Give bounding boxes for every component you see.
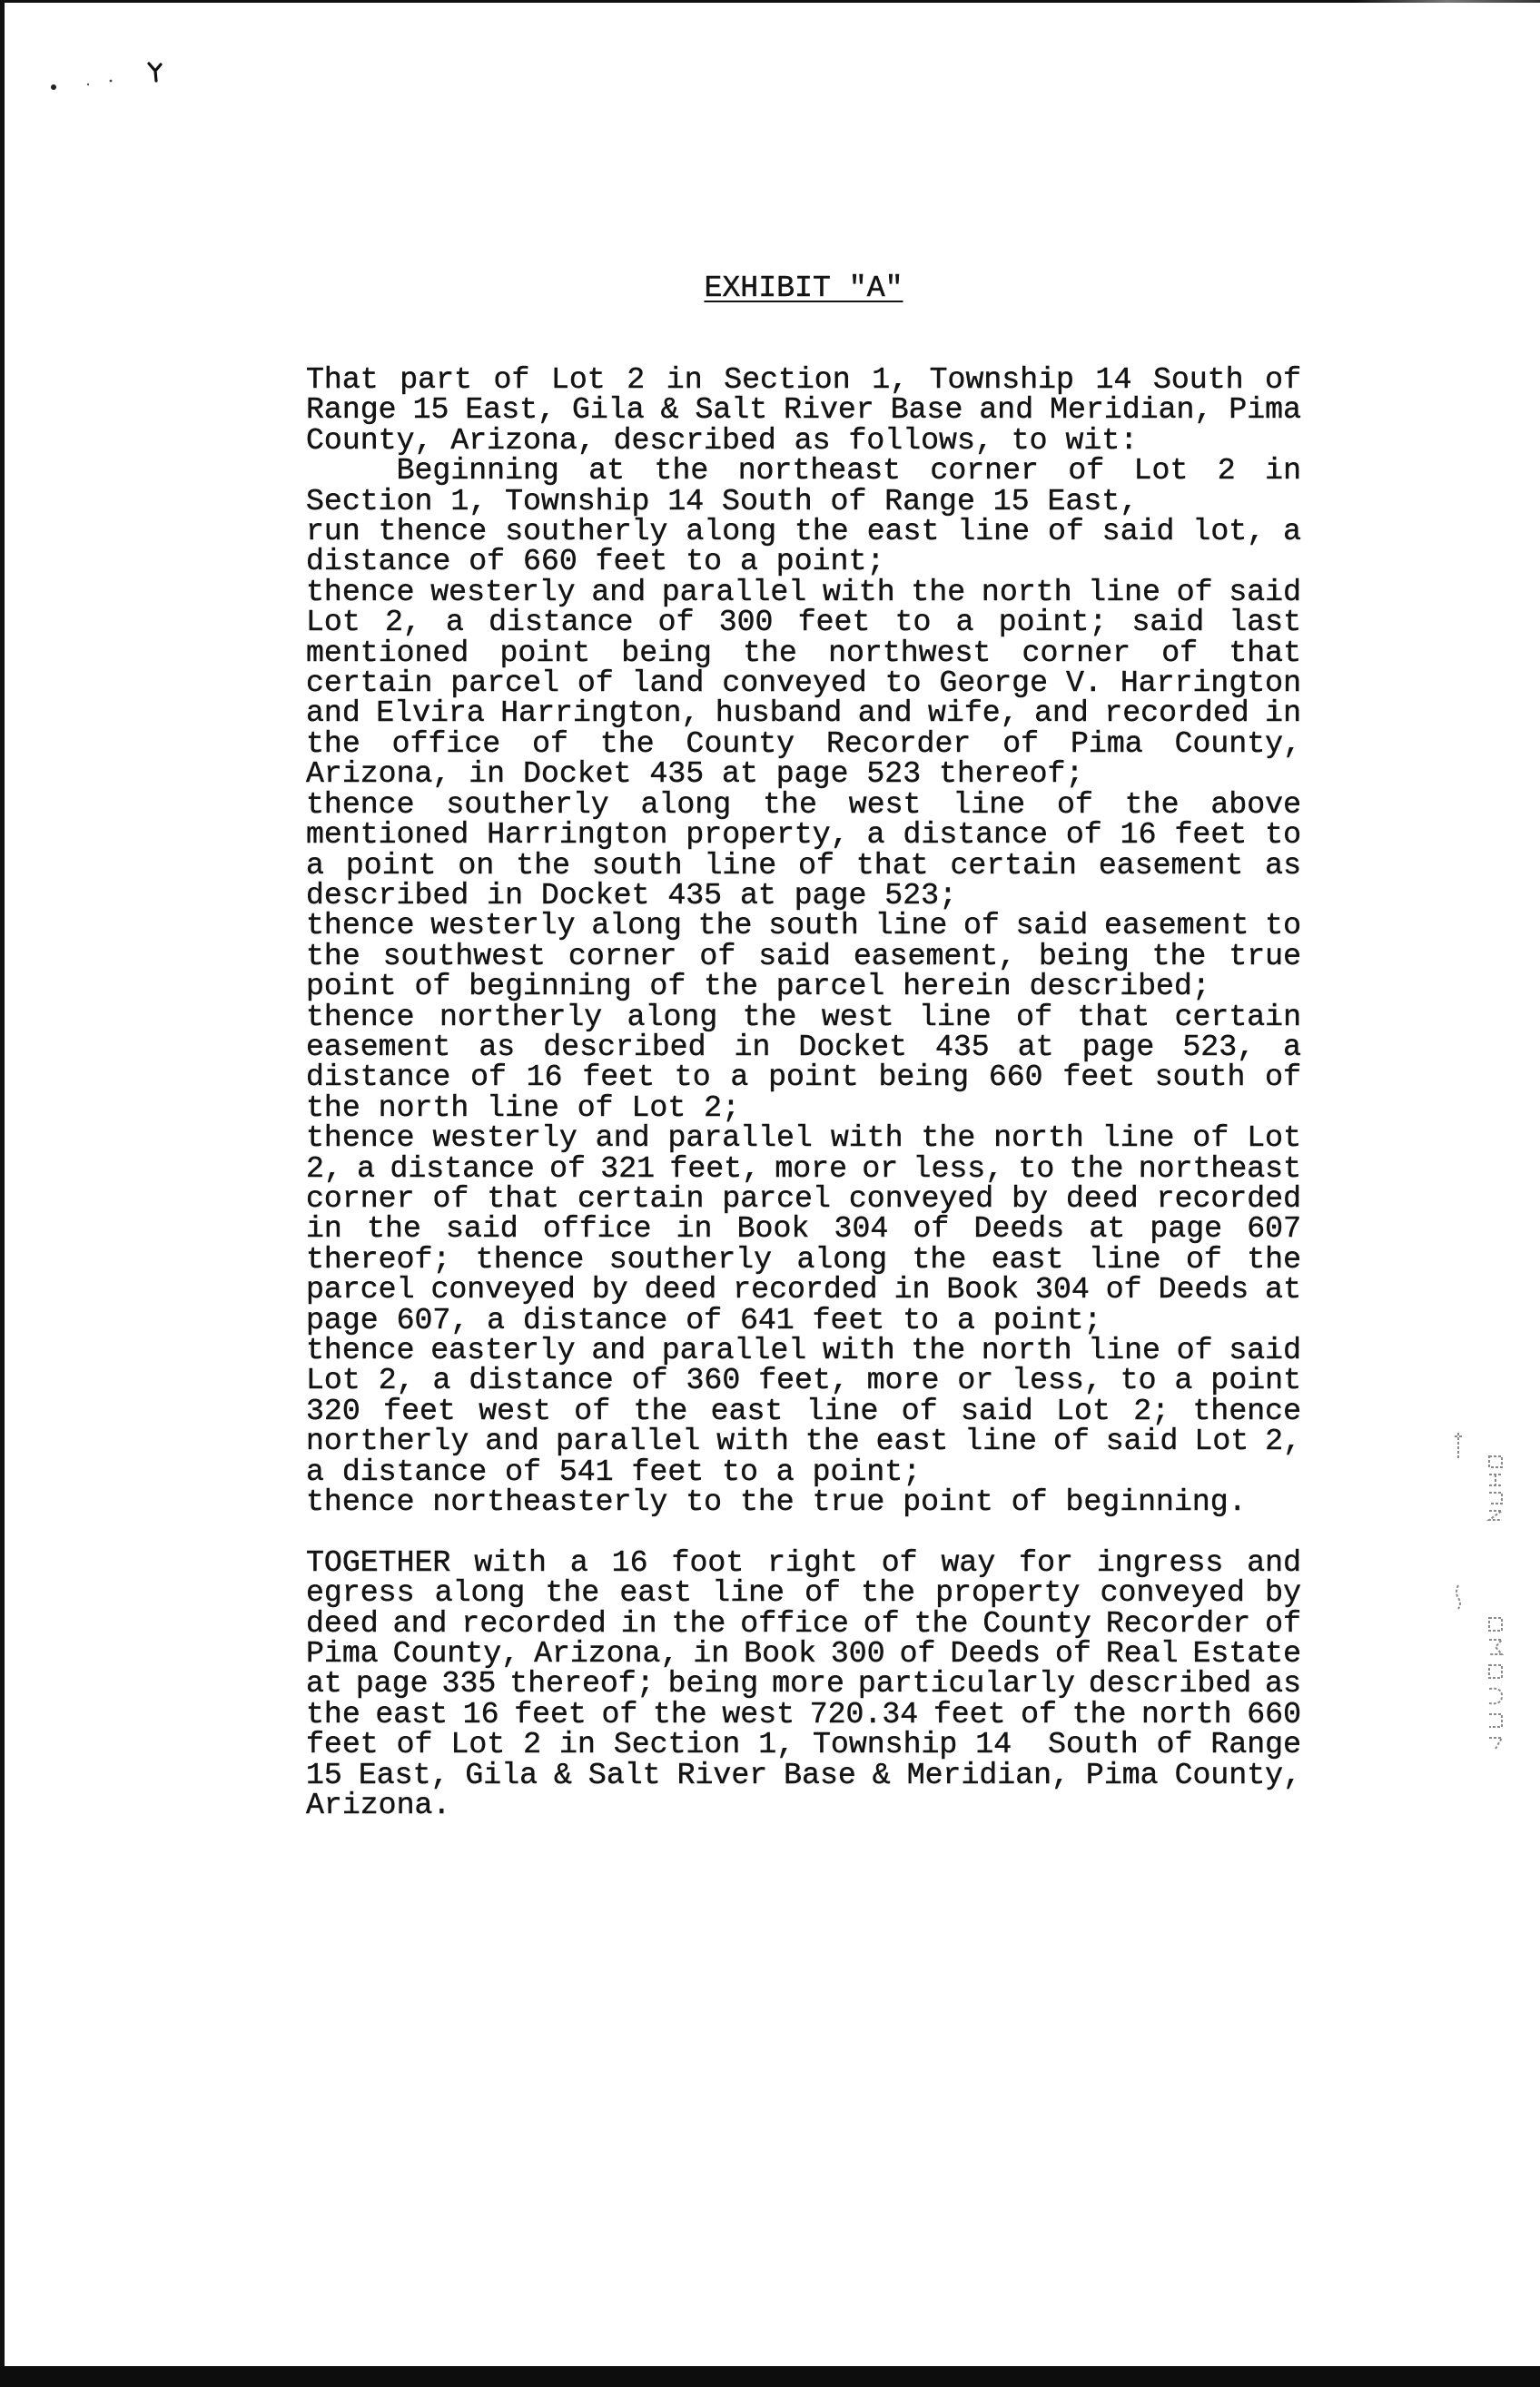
text-line: easement as described in Docket 435 at page 523, a xyxy=(306,1029,1301,1064)
text-line: thence northeasterly to the true point of beginning. xyxy=(306,1484,1247,1520)
text-line: run thence southerly along the east line of said lot, a xyxy=(306,514,1301,549)
text-line: feet of Lot 2 in Section 1, Township 14 South of Range xyxy=(306,1727,1301,1762)
text-line: Pima County, Arizona, in Book 300 of Deeds of Real Estate xyxy=(306,1636,1301,1672)
text-line: Arizona, in Docket 435 at page 523 thereof; xyxy=(306,756,1084,792)
text-line: parcel conveyed by deed recorded in Book 304 of Deeds at xyxy=(306,1272,1301,1307)
text-line: point of beginning of the parcel herein described; xyxy=(306,969,1210,1004)
text-line: Lot 2, a distance of 300 feet to a point; said last xyxy=(306,605,1301,640)
exhibit-title: EXHIBIT "A" xyxy=(704,271,903,305)
text-line: mentioned point being the northwest corner of that xyxy=(306,635,1301,670)
text-line: Arizona. xyxy=(306,1788,451,1823)
text-line: Range 15 East, Gila & Salt River Base and Meridian, Pima xyxy=(306,392,1301,428)
legal-description-paragraph xyxy=(306,362,1301,1520)
text-line: thence northerly along the west line of that certain xyxy=(306,999,1301,1034)
text-line: That part of Lot 2 in Section 1, Township 14 South of xyxy=(306,362,1301,397)
text-line: described in Docket 435 at page 523; xyxy=(306,877,957,912)
text-line: the north line of Lot 2; xyxy=(306,1090,740,1125)
text-line: Lot 2, a distance of 360 feet, more or less, to a point xyxy=(306,1363,1301,1398)
text-line: distance of 16 feet to a point being 660 feet south of xyxy=(306,1060,1301,1095)
scan-edge-top xyxy=(0,0,1540,3)
text-line: 2, a distance of 321 feet, more or less, to the northeast xyxy=(306,1150,1301,1186)
text-line: thereof; thence southerly along the east line of the xyxy=(306,1241,1301,1277)
text-line: the office of the County Recorder of Pima County, xyxy=(306,725,1301,761)
text-line: Section 1, Township 14 South of Range 15 East, xyxy=(306,483,1139,518)
text-line: thence westerly along the south line of said easement to xyxy=(306,908,1301,943)
text-line: corner of that certain parcel conveyed by deed recorded xyxy=(306,1180,1301,1216)
scan-speck-marks xyxy=(36,54,173,100)
text-line: 15 East, Gila & Salt River Base & Meridian, Pima County, xyxy=(306,1757,1301,1792)
text-line: TOGETHER with a 16 foot right of way for ingress and xyxy=(306,1544,1301,1580)
text-line: the east 16 feet of the west 720.34 feet of the north 660 xyxy=(306,1696,1301,1731)
text-line: thence westerly and parallel with the north line of Lot xyxy=(306,1120,1301,1156)
text-line: thence easterly and parallel with the north line of said xyxy=(306,1333,1301,1367)
text-line: mentioned Harrington property, a distance of 16 feet to xyxy=(306,817,1301,853)
text-line: certain parcel of land conveyed to George V. Harrington xyxy=(306,666,1301,701)
text-line: in the said office in Book 304 of Deeds at page 607 xyxy=(306,1211,1301,1247)
text-line: thence westerly and parallel with the north line of said xyxy=(306,574,1301,609)
text-line: 320 feet west of the east line of said Lot 2; thence xyxy=(306,1393,1301,1428)
text-line: northerly and parallel with the east line of said Lot 2, xyxy=(306,1424,1301,1459)
legal-description-body xyxy=(306,362,1301,1823)
text-line: Beginning at the northeast corner of Lot 2 in xyxy=(396,453,1301,488)
text-line: at page 335 thereof; being more particularly described as xyxy=(306,1666,1301,1701)
text-line: a distance of 541 feet to a point; xyxy=(306,1454,922,1489)
text-line: egress along the east line of the property conveyed by xyxy=(306,1575,1301,1611)
scan-edge-left xyxy=(0,0,5,2387)
text-line: page 607, a distance of 641 feet to a point; xyxy=(306,1302,1102,1337)
recording-stamp xyxy=(1446,1424,1522,1761)
text-line: distance of 660 feet to a point; xyxy=(306,544,885,579)
text-line: deed and recorded in the office of the County Recorder of xyxy=(306,1605,1301,1641)
text-line: and Elvira Harrington, husband and wife, and recorded in xyxy=(306,695,1301,731)
scan-edge-bottom xyxy=(0,2366,1540,2387)
text-line: a point on the south line of that certain easement as xyxy=(306,847,1301,883)
text-line: County, Arizona, described as follows, to wit: xyxy=(306,422,1139,458)
text-line: thence southerly along the west line of the above xyxy=(306,786,1301,822)
together-clause-paragraph xyxy=(306,1544,1301,1823)
text-line: the southwest corner of said easement, being the true xyxy=(306,938,1301,973)
